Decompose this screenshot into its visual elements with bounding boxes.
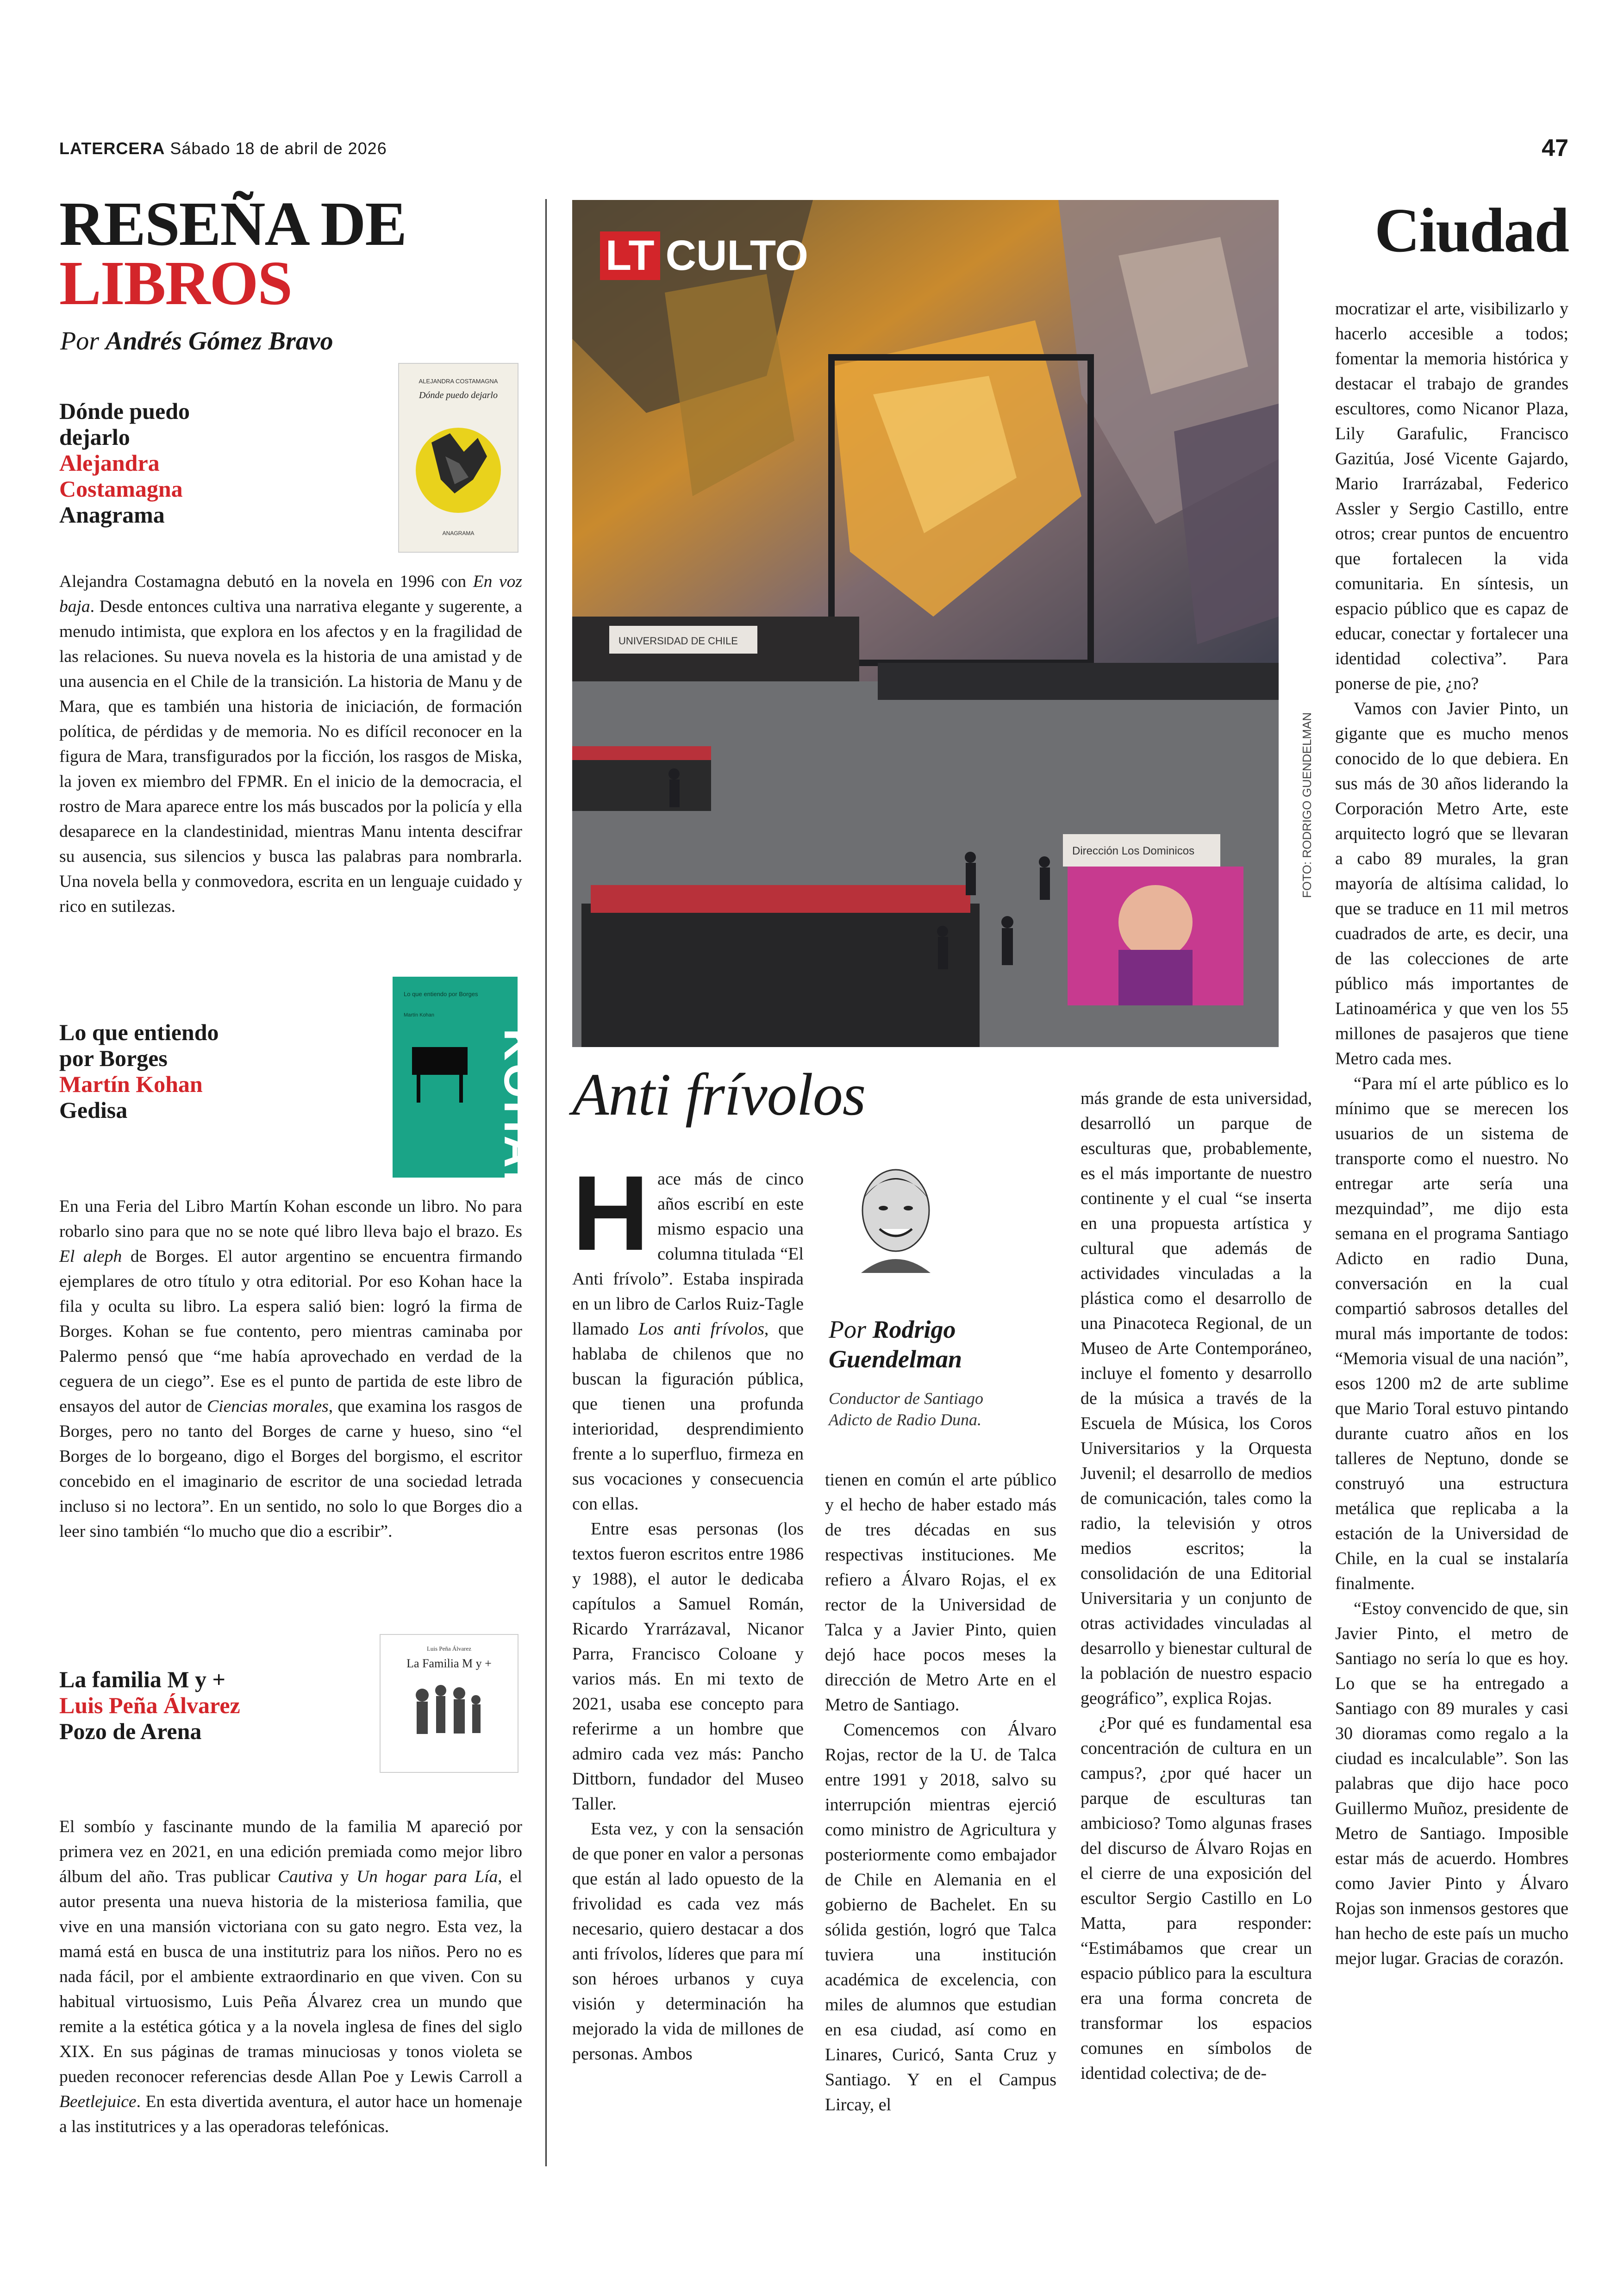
- photo-sign-direction: Dirección Los Dominicos: [1072, 845, 1195, 857]
- book-3-cover-author: Luis Peña Álvarez: [426, 1645, 472, 1652]
- book-3-cover: [380, 1634, 518, 1773]
- article-headline: Anti frívolos: [572, 1061, 866, 1128]
- photo-credit: FOTO: RODRIGO GUENDELMAN: [1300, 712, 1314, 898]
- masthead-date: LATERCERA Sábado 18 de abril de 2026: [59, 139, 387, 158]
- book-1-cover-title: Dónde puedo dejarlo: [419, 390, 498, 400]
- photo-sign-station: UNIVERSIDAD DE CHILE: [618, 635, 738, 647]
- columnist-byline: Por Rodrigo Guendelman: [829, 1316, 962, 1373]
- ciudad-section-title: Ciudad: [1374, 196, 1568, 265]
- columnist-portrait: [843, 1162, 949, 1273]
- book-2-meta: Lo que entiendo por Borges Martín Kohan Gedisa: [59, 1019, 219, 1123]
- column-divider: [545, 199, 547, 2166]
- book-2-cover-bigtext: KOHAN: [495, 1029, 544, 1205]
- article-column-2: tienen en común el arte público y el hecho de haber estado más de tres décadas en sus respectivas instituciones. Me refiero a Álvaro Rojas, el ex rector de la Universidad de Talca y a Javier Pinto, quien dejó hace pocos meses la dirección de Metro Arte en el Metro de Santiago. Comencemos con Álvaro Rojas, rector de la U. de Talca entre 1991 y 2018, salvo su interrupción mientras ejerció como ministro de Agricultura y posteriormente como embajador de Chile en Alemania en el gobierno de Bachelet. En su sólida gestión, logró que Talca tuviera una institución académica de excelencia, con miles de alumnos que estudian en esa ciudad, así como en Linares, Curicó, Santa Cruz y Santiago. Y en el Campus Lircay, el: [825, 1470, 1056, 2114]
- culto-badge: LT CULTO: [600, 231, 808, 280]
- book-1-meta: Dónde puedo dejarlo Alejandra Costamagna Anagrama: [59, 398, 190, 528]
- review-3-text: El sombío y fascinante mundo de la familia M apareció por primera vez en 2021, en una edición premiada como mejor libro álbum del año. Tras publicar Cautiva y Un hogar para Lía, el autor presenta una nueva historia de la misteriosa familia, que vive en una mansión victoriana con su gato negro. Esta vez, la mamá está en busca de una institutriz para los niños. Pero no es nada fácil, por el ambiente extraordinario en que viven. Con su habitual virtuosismo, Luis Peña Álvarez crea un mundo que remite a la estética gótica y a la novela inglesa de fines del siglo XIX. En sus páginas de tramas minuciosas y tonos violeta se pueden reconocer referencias desde Allan Poe y Lewis Carroll a Beetlejuice. En esta divertida aventura, el autor hace un homenaje a las institutrices y a las operadoras telefónicas.: [59, 1817, 522, 2136]
- article-column-3: más grande de esta universidad, desarrolló un parque de esculturas que, probablemente, es el más importante de nuestro continente y el cual “se inserta en una propuesta artística y cultural que además de actividades vinculadas a la plástica como el desarrollo de una Pinacoteca Regional, de un Museo de Arte Contemporáneo, incluye el fomento y desarrollo de la música a través de la Escuela de Música, los Coros Universitarios y la Orquesta Juvenil; el desarrollo de medios de comunicación, tales como la radio, la televisión y otros medios escritos; la consolidación de una Editorial Universitaria y un conjunto de otras actividades vinculadas al desarrollo y bienestar cultural de la población de nuestro espacio geográfico”, explica Rojas. ¿Por qué es fundamental esa concentración de cultura en un campus?, ¿por qué hacer un parque de esculturas tan ambicioso? Tomo algunas frases del discurso de Álvaro Rojas en el cierre de una exposición del escultor Sergio Castillo en Lo Matta, para responder: “Estimábamos que crear un espacio público para la escultura era una forma concreta de transformar los espacios comunes en símbolos de identidad colectiva; de de-: [1081, 1089, 1312, 2083]
- book-2-cover: [393, 977, 544, 1205]
- dropcap: H: [572, 1154, 650, 1272]
- book-2-cover-title: Lo que entiendo por Borges: [404, 991, 478, 998]
- reviews-byline: Por Andrés Gómez Bravo: [60, 327, 333, 355]
- review-1-text: Alejandra Costamagna debutó en la novela en 1996 con En voz baja. Desde entonces cultiva una narrativa elegante y sugerente, a menudo intimista, que explora en los afectos y en la fragilidad de las relaciones. Su nueva novela es la historia de una amistad y de una ausencia en el Chile de la transición. La historia de Manu y de Mara, que es también una historia de iniciación, de formación política, de pérdidas y de memoria. No es difícil reconocer en la figura de Mara, transfigurados por la ficción, los rasgos de Miska, la joven ex miembro del FPMR. En el inicio de la democracia, el rostro de Mara aparece entre los más buscados por la policía y ella desaparece en la clandestinidad, mientras Manu intenta descifrar su ausencia, sus silencios y busca las palabras para nombrarla. Una novela bella y conmovedora, escrita en un lenguaje cuidado y rico en sutilezas.: [59, 572, 522, 916]
- book-2-cover-author: Martín Kohan: [404, 1012, 435, 1018]
- columnist-role: Conductor de Santiago Adicto de Radio Duna.: [829, 1389, 983, 1429]
- book-1-cover-publisher: ANAGRAMA: [442, 530, 475, 536]
- book-1-cover: [398, 363, 518, 553]
- article-column-4: mocratizar el arte, visibilizarlo y hacerlo accesible a todos; fomentar la memoria histórica y destacar el trabajo de grandes escultores, como Nicanor Plaza, Lily Garafulic, Francisco Gazitúa, José Vicente Gajardo, Mario Irarrázabal, Federico Assler y Sergio Castillo, entre otros; crear puntos de encuentro que fortalecen la vida comunitaria. En síntesis, un espacio público que es capaz de educar, conectar y fortalecer una identidad colectiva”. Para ponerse de pie, ¿no? Vamos con Javier Pinto, un gigante que es mucho menos conocido de lo que debiera. En sus más de 30 años liderando la Corporación Metro Arte, este arquitecto logró que se llevaran a cabo 89 murales, la gran mayoría de altísima calidad, lo que se traduce en 11 mil metros cuadrados de arte, es decir, una de las colecciones de arte público más importantes de Latinoamérica y que ven los 55 millones de pasajeros que tiene Metro cada mes. “Para mí el arte público es lo mínimo que se merecen los usuarios de un sistema de transporte como el nuestro. No entregar arte sería una mezquindad”, me dijo esta semana en el programa Santiago Adicto en radio Duna, conversación en la cual compartió sabrosos detalles del mural más importante de todos: “Memoria visual de una nación”, esos 1200 m2 de arte sublime que Mario Toral estuvo pintando durante cuatro años en los talleres de Neptuno, donde se construyó una estructura metálica que replicaba a la estación de la Universidad de Chile, en la cual se instalaría finalmente. “Estoy convencido de que, sin Javier Pinto, el metro de Santiago no sería lo que es hoy. Lo que se ha entregado a Santiago con 89 murales y casi 30 dioramas como regalo a la ciudad es incalculable”. Son las palabras que dijo hace poco Guillermo Muñoz, presidente de Metro de Santiago. Imposible estar más de acuerdo. Hombres como Javier Pinto y Álvaro Rojas son inmensos gestores que han hecho de este país un mucho mejor lugar. Gracias de corazón.: [1335, 299, 1568, 1968]
- page-number: 47: [1542, 135, 1568, 162]
- book-3-cover-title: La Familia M y +: [406, 1657, 492, 1670]
- book-3-meta: La familia M y + Luis Peña Álvarez Pozo de Arena: [59, 1666, 240, 1744]
- metro-station-photo: [572, 200, 1279, 1047]
- book-1-cover-author: ALEJANDRA COSTAMAGNA: [418, 378, 498, 385]
- section-title: RESEÑA DE LIBROS: [59, 189, 406, 318]
- article-column-1: Hace más de cinco años escribí en este mismo espacio una columna titulada “El Anti frívolo”. Estaba inspirada en un libro de Carlos Ruiz-Tagle llamado Los anti frívolos, que hablaba de chilenos que no buscan la figuración pública, que tienen una profunda interioridad, desprendimiento frente a lo superfluo, firmeza en sus vocaciones y consecuencia con ellas. Entre esas personas (los textos fueron escritos entre 1986 y 1988), el autor le dedicaba capítulos a Samuel Román, Ricardo Yrarrázaval, Nicanor Parra, Francisco Coloane y varios más. En mi texto de 2021, usaba ese concepto para referirme a un hombre que admiro cada vez más: Pancho Dittborn, fundador del Museo Taller. Esta vez, y con la sensación de que poner en valor a personas que están al lado opuesto de la frivolidad es cada vez más necesario, quiero destacar a dos anti frívolos, líderes que para mí son héroes urbanos y cuya visión y determinación ha mejorado la vida de millones de personas. Ambos: [572, 1154, 804, 2064]
- review-2-text: En una Feria del Libro Martín Kohan esconde un libro. No para robarlo sino para que no se note qué libro lleva bajo el brazo. Es El aleph de Borges. El autor argentino se encuentra firmando ejemplares de otro título y otra editorial. Por eso Kohan hace la fila y oculta su libro. La espera salió bien: logró la firma de Borges. Kohan se fue contento, pero mientras caminaba por Palermo pensó que “me había aprovechado en verdad de la ceguera de un ciego”. Ese es el punto de partida de este libro de ensayos del autor de Ciencias morales, que examina los rasgos de Borges, pero no tanto del Borges de carne y hueso, sino “el Borges de lo borgeano, digo el Borges del borgismo, el escritor concebido en el imaginario de escritor de una sociedad letrada incluso si no lectora”. En un sentido, no solo lo que Borges dio a leer sino también “lo mucho que dio a escribir”.: [59, 1197, 522, 1541]
